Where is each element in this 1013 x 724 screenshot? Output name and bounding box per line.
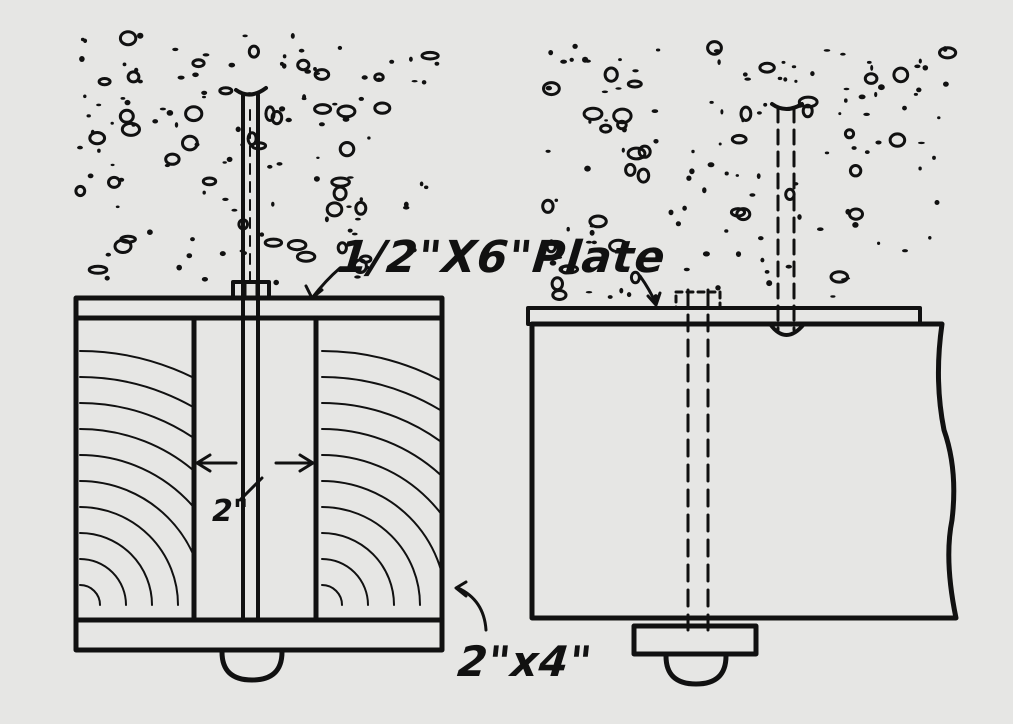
aggregate-speck <box>622 148 625 153</box>
aggregate-speck <box>88 174 94 179</box>
aggregate-speck <box>360 197 363 201</box>
aggregate-speck <box>865 74 877 84</box>
aggregate-speck <box>741 118 744 123</box>
aggregate-speck <box>615 87 621 90</box>
aggregate-speck <box>190 237 195 241</box>
aggregate-speck <box>940 48 956 58</box>
aggregate-speck <box>850 209 863 219</box>
aggregate-speck <box>859 95 866 100</box>
aggregate-speck <box>919 59 922 64</box>
aggregate-speck <box>702 187 706 193</box>
stud-label: 2"x4" <box>455 637 595 686</box>
wood-grain-ring <box>80 351 334 605</box>
wood-grain-ring <box>322 351 576 605</box>
aggregate-speck <box>618 58 622 61</box>
aggregate-speck <box>76 186 85 195</box>
aggregate-speck <box>123 63 127 67</box>
aggregate-speck <box>548 50 553 55</box>
aggregate-speck <box>760 63 774 72</box>
aggregate-speck <box>132 124 136 127</box>
aggregate-speck <box>669 210 674 216</box>
aggregate-speck <box>106 253 111 257</box>
aggregate-speck <box>120 110 133 122</box>
aggregate-speck <box>831 272 848 282</box>
aggregate-speck <box>914 65 920 69</box>
aggregate-speck <box>422 80 427 84</box>
aggregate-speck <box>543 200 553 212</box>
aggregate-speck <box>291 33 295 39</box>
wood-grain-right-stud <box>322 351 576 605</box>
aggregate-speck <box>875 141 881 145</box>
aggregate-speck <box>601 125 611 132</box>
wood-grain-ring <box>322 533 394 605</box>
aggregate-speck <box>313 67 317 71</box>
aggregate-speck <box>338 46 342 50</box>
aggregate-speck <box>193 60 204 67</box>
aggregate-speck <box>916 88 921 93</box>
aggregate-speck <box>555 199 559 202</box>
aggregate-speck <box>403 206 409 210</box>
aggregate-speck <box>863 113 870 116</box>
aggregate-speck <box>267 165 272 169</box>
aggregate-speck <box>166 154 179 164</box>
aggregate-speck <box>89 266 107 273</box>
wood-grain-ring <box>80 559 126 605</box>
aggregate-speck <box>319 122 325 126</box>
aggregate-speck <box>715 285 720 290</box>
aggregate-speck <box>709 101 713 104</box>
aggregate-speck <box>236 127 241 133</box>
aggregate-speck <box>604 119 608 121</box>
aggregate-speck <box>932 156 936 160</box>
aggregate-speck <box>192 73 199 78</box>
aggregate-speck <box>894 68 908 82</box>
aggregate-speck <box>325 216 329 222</box>
aggregate-speck <box>116 206 120 209</box>
aggregate-speck <box>608 295 613 299</box>
aggregate-speck <box>186 107 202 121</box>
bottom-plate-left <box>76 620 442 650</box>
aggregate-speck <box>242 35 247 38</box>
aggregate-speck <box>203 191 206 195</box>
aggregate-speck <box>736 251 741 257</box>
aggregate-speck <box>918 142 925 144</box>
aggregate-speck <box>356 202 366 214</box>
aggregate-speck <box>686 176 691 181</box>
aggregate-speck <box>359 97 364 101</box>
aggregate-speck <box>757 173 761 179</box>
aggregate-speck <box>260 232 265 236</box>
side-view <box>528 42 956 684</box>
aggregate-speck <box>187 253 193 258</box>
aggregate-speck <box>653 139 658 144</box>
aggregate-speck <box>362 75 368 79</box>
aggregate-speck <box>249 46 258 57</box>
wood-grain-ring <box>322 585 342 605</box>
aggregate-speck <box>412 80 418 82</box>
aggregate-speck <box>850 166 860 176</box>
aggregate-speck <box>227 157 233 162</box>
anchor-bolt-left <box>236 88 266 620</box>
aggregate-speck <box>167 110 174 116</box>
aggregate-speck <box>725 172 729 176</box>
through-bolt-right <box>676 290 720 630</box>
aggregate-speck <box>923 65 929 70</box>
aggregate-speck <box>231 209 237 212</box>
aggregate-speck <box>134 68 138 73</box>
aggregate-speck <box>778 77 783 80</box>
aggregate-speck <box>824 49 831 52</box>
aggregate-speck <box>626 164 635 175</box>
aggregate-speck <box>222 198 228 201</box>
aggregate-speck <box>766 280 772 286</box>
aggregate-speck <box>97 149 101 153</box>
aggregate-speck <box>744 78 751 81</box>
aggregate-speck <box>763 103 767 107</box>
aggregate-speck <box>99 79 110 85</box>
aggregate-speck <box>340 143 354 156</box>
aggregate-speck <box>584 166 591 172</box>
aggregate-speck <box>874 92 877 97</box>
aggregate-speck <box>298 60 309 69</box>
aggregate-speck <box>765 270 770 274</box>
aggregate-speck <box>172 48 178 51</box>
aggregate-speck <box>865 150 870 154</box>
wood-grain-ring <box>80 585 100 605</box>
aggregate-speck <box>302 97 307 100</box>
aggregate-speck <box>77 146 83 150</box>
aggregate-speck <box>638 169 649 182</box>
aggregate-speck <box>724 229 728 233</box>
aggregate-speck <box>797 214 801 220</box>
wood-grain-ring <box>322 403 524 605</box>
aggregate-speck <box>708 162 715 167</box>
aggregate-speck <box>844 88 850 90</box>
aggregate-speck <box>120 32 135 45</box>
aggregate-speck <box>758 236 764 240</box>
aggregate-speck <box>792 65 796 68</box>
aggregate-speck <box>588 119 591 124</box>
aggregate-speck <box>572 44 577 49</box>
aggregate-speck <box>314 72 320 75</box>
aggregate-speck <box>334 187 346 200</box>
wood-grain-ring <box>80 533 152 605</box>
aggregate-speck <box>878 84 885 90</box>
aggregate-speck <box>586 291 592 293</box>
aggregate-speck <box>719 143 722 146</box>
aggregate-speck <box>96 104 101 107</box>
aggregate-speck <box>810 71 814 76</box>
aggregate-speck <box>119 178 125 182</box>
aggregate-speck <box>708 42 722 55</box>
aggregate-speck <box>546 150 551 153</box>
aggregate-speck <box>830 295 835 297</box>
aggregate-speck <box>553 291 566 300</box>
aggregate-speck <box>91 130 95 135</box>
aggregate-speck <box>867 61 872 64</box>
aggregate-speck <box>220 251 226 256</box>
aggregate-speck <box>283 54 287 58</box>
wood-grain-ring <box>80 455 230 605</box>
aggregate-speck <box>817 227 824 231</box>
aggregate-speck <box>757 111 762 114</box>
aggregate-speck <box>420 182 424 187</box>
aggregate-speck <box>121 97 126 100</box>
aggregate-speck <box>122 123 139 135</box>
wood-grain-ring <box>322 455 472 605</box>
bolt-head-left <box>222 652 282 680</box>
stud-side <box>532 324 956 618</box>
aggregate-speck <box>375 103 390 113</box>
aggregate-speck <box>176 265 182 271</box>
aggregate-speck <box>147 229 153 235</box>
aggregate-speck <box>327 203 342 216</box>
aggregate-speck <box>732 135 746 143</box>
aggregate-speck <box>203 53 210 56</box>
aggregate-speck <box>632 69 638 72</box>
aggregate-speck <box>676 221 681 226</box>
aggregate-speck <box>628 81 641 87</box>
aggregate-speck <box>652 109 659 113</box>
aggregate-speck <box>277 162 283 166</box>
aggregate-speck <box>890 134 905 146</box>
aggregate-speck <box>266 107 274 121</box>
aggregate-speck <box>852 222 858 228</box>
aggregate-speck <box>590 216 606 227</box>
aggregate-speck <box>128 72 139 82</box>
aggregate-speck <box>714 49 720 53</box>
aggregate-speck <box>825 152 829 155</box>
aggregate-speck <box>316 157 319 159</box>
aggregate-speck <box>367 136 370 139</box>
aggregate-speck <box>286 118 292 122</box>
aggregate-speck <box>160 108 166 111</box>
aggregate-speck <box>845 209 850 215</box>
aggregate-speck <box>332 178 350 186</box>
wood-grain-ring <box>80 403 282 605</box>
aggregate-speck <box>570 58 574 62</box>
wood-grain-left-stud <box>80 351 334 605</box>
aggregate-speck <box>656 49 660 52</box>
aggregate-speck <box>178 76 185 80</box>
aggregate-speck <box>355 218 361 221</box>
aggregate-speck <box>877 242 880 245</box>
aggregate-speck <box>279 106 285 111</box>
aggregate-speck <box>743 72 748 76</box>
aggregate-speck <box>689 168 694 174</box>
aggregate-speck <box>377 78 381 82</box>
aggregate-speck <box>840 53 846 56</box>
plate-label: 1/2"X6"Plate <box>335 232 669 283</box>
aggregate-speck <box>619 288 623 294</box>
aggregate-speck <box>582 57 588 63</box>
end-view <box>76 32 576 680</box>
aggregate-speck <box>720 109 723 114</box>
aggregate-speck <box>223 161 227 163</box>
aggregate-speck <box>137 33 143 39</box>
aggregate-speck <box>203 178 215 185</box>
aggregate-speck <box>937 116 940 119</box>
aggregate-speck <box>717 59 720 65</box>
aggregate-speck <box>870 65 873 71</box>
aggregate-speck <box>125 100 131 105</box>
aggregate-speck <box>422 52 438 59</box>
aggregate-speck <box>389 60 394 64</box>
aggregate-speck <box>79 56 85 62</box>
aggregate-speck <box>202 96 206 99</box>
aggregate-speck <box>183 136 198 150</box>
aggregate-speck <box>584 108 602 119</box>
aggregate-speck <box>845 130 853 138</box>
aggregate-speck <box>220 88 232 94</box>
aggregate-speck <box>567 227 570 232</box>
aggregate-speck <box>297 252 314 261</box>
aggregate-speck <box>138 80 143 84</box>
aggregate-speck <box>935 200 940 205</box>
aggregate-speck <box>682 206 687 211</box>
aggregate-speck <box>786 265 792 269</box>
aggregate-speck <box>229 63 236 68</box>
wood-grain-ring <box>322 377 550 605</box>
bolt-head-right <box>666 656 726 684</box>
aggregate-speck <box>691 150 694 153</box>
aggregate-speck <box>282 63 287 68</box>
aggregate-speck <box>760 258 764 263</box>
aggregate-speck <box>409 57 413 62</box>
aggregate-speck <box>87 114 91 117</box>
aggregate-speck <box>299 49 305 53</box>
aggregate-speck <box>105 276 110 281</box>
aggregate-speck <box>703 251 710 256</box>
aggregate-speck <box>782 61 786 64</box>
aggregate-speck <box>111 122 114 125</box>
aggregate-speck <box>918 167 921 171</box>
aggregate-speck <box>202 277 208 282</box>
aggregate-speck <box>844 98 848 102</box>
bottom-plate-right <box>634 626 756 654</box>
aggregate-speck <box>902 249 908 252</box>
aggregate-speck <box>83 39 87 43</box>
aggregate-speck <box>928 236 931 240</box>
aggregate-speck <box>347 176 354 178</box>
aggregate-speck <box>560 60 567 64</box>
aggregate-speck <box>435 62 440 66</box>
aggregate-speck <box>794 80 797 83</box>
aggregate-speck <box>627 292 631 297</box>
aggregate-speck <box>288 241 306 250</box>
aggregate-speck <box>838 112 841 115</box>
aggregate-speck <box>736 174 739 177</box>
aggregate-speck <box>265 239 281 246</box>
aggregate-speck <box>83 95 86 99</box>
aggregate-speck <box>602 91 608 94</box>
aggregate-speck <box>902 106 907 111</box>
aggregate-speck <box>315 105 331 114</box>
aggregate-speck <box>152 119 158 123</box>
aggregate-speck <box>749 193 755 196</box>
aggregate-speck <box>314 176 320 182</box>
aggregate-speck <box>684 268 690 271</box>
aggregate-speck <box>346 205 351 208</box>
aggregate-speck <box>783 77 787 81</box>
aggregate-speck <box>111 164 115 166</box>
aggregate-speck <box>943 82 949 87</box>
aggregate-speck <box>338 106 355 117</box>
aggregate-speck <box>852 146 857 150</box>
aggregate-speck <box>201 91 207 95</box>
aggregate-speck <box>546 86 552 91</box>
aggregate-speck <box>424 186 428 190</box>
aggregate-speck <box>605 68 617 81</box>
aggregate-speck <box>271 202 274 207</box>
aggregate-speck <box>109 177 120 187</box>
aggregate-speck <box>175 122 178 128</box>
aggregate-speck <box>914 93 918 96</box>
aggregate-speck <box>332 103 337 106</box>
aggregate-speck <box>273 280 279 285</box>
gap-label: 2" <box>212 494 249 529</box>
wood-grain-ring <box>322 559 368 605</box>
